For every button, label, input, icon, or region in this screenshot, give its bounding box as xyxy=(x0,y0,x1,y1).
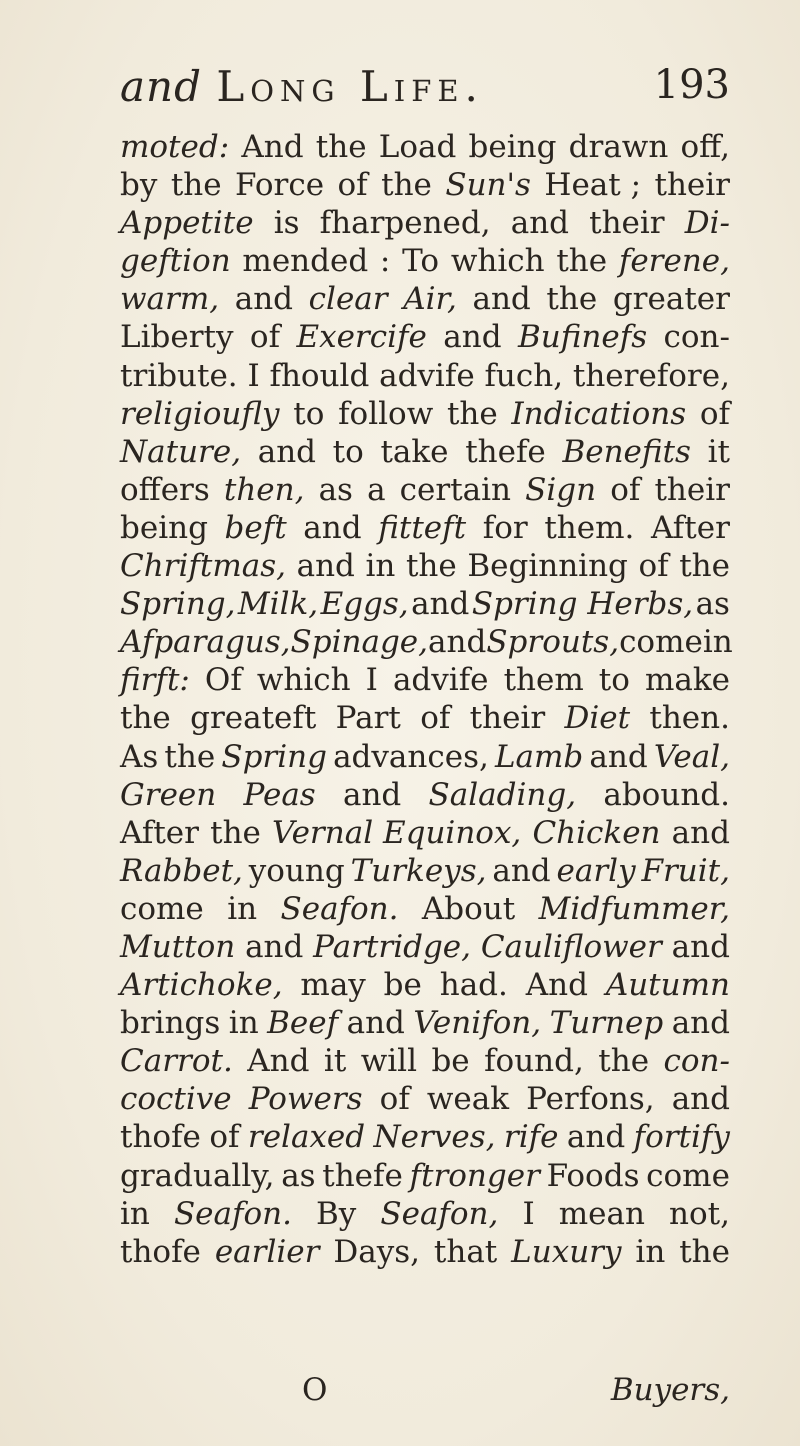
word: By xyxy=(316,1195,357,1232)
word: the xyxy=(598,1043,650,1080)
word: Force xyxy=(235,167,325,204)
running-title-text: Long Life. xyxy=(216,62,484,111)
text-line xyxy=(120,1195,730,1233)
word: which xyxy=(256,662,351,699)
word: Vernal Equinox, xyxy=(272,814,522,851)
word: Sun's xyxy=(445,167,531,204)
word: weak xyxy=(426,1081,510,1118)
word: in xyxy=(227,890,258,927)
word: and xyxy=(671,814,730,851)
word: and xyxy=(510,205,570,242)
word: con- xyxy=(663,319,730,356)
word: advances, xyxy=(333,738,489,775)
text-line xyxy=(120,1233,730,1271)
word: come xyxy=(120,890,204,927)
word: con- xyxy=(663,1043,730,1080)
word: Luxury xyxy=(511,1233,622,1270)
text-line xyxy=(120,128,730,166)
word: and xyxy=(472,281,531,318)
word: Afparagus, xyxy=(120,624,291,661)
text-line xyxy=(120,547,730,585)
word: and xyxy=(589,738,648,775)
word: drawn xyxy=(568,129,669,165)
word: in xyxy=(702,624,733,661)
text-line xyxy=(120,699,730,737)
word: found, xyxy=(484,1043,584,1080)
text-line xyxy=(120,1157,730,1195)
word: the xyxy=(679,548,730,585)
word: ferene, xyxy=(618,243,730,280)
word: Indications xyxy=(511,395,687,432)
word: follow xyxy=(338,395,434,432)
word: Green xyxy=(120,776,217,813)
word: Spinage, xyxy=(290,624,429,661)
word: in xyxy=(365,548,396,585)
word: greater xyxy=(612,281,730,318)
word: their xyxy=(469,700,546,737)
word: the xyxy=(679,1233,730,1270)
word: Turnep xyxy=(549,1005,664,1042)
text-line xyxy=(120,585,730,623)
word: the xyxy=(546,281,598,318)
word: Peas xyxy=(243,776,316,813)
word: geftion xyxy=(120,243,231,280)
text-line xyxy=(120,242,730,280)
word: Artichoke, xyxy=(120,967,283,1004)
word: and xyxy=(346,1005,405,1042)
text-line xyxy=(120,661,730,699)
word: that xyxy=(433,1233,498,1270)
word: therefore, xyxy=(572,357,730,394)
word: I xyxy=(522,1195,535,1232)
word: to xyxy=(598,662,630,699)
word: in xyxy=(228,1005,259,1042)
word: by xyxy=(120,167,158,204)
word: and xyxy=(443,319,502,356)
word: a xyxy=(367,471,386,508)
word: Beginning xyxy=(467,548,628,585)
word: in xyxy=(120,1195,150,1232)
word: Salading, xyxy=(428,776,577,813)
word: About xyxy=(421,890,516,927)
word: Beef xyxy=(267,1005,339,1042)
word: as xyxy=(281,1157,316,1194)
text-line xyxy=(120,433,730,471)
word: And xyxy=(525,967,588,1004)
word: Carrot. xyxy=(120,1043,233,1080)
word: as xyxy=(695,586,730,623)
word: and xyxy=(245,928,304,965)
word: of xyxy=(699,395,730,432)
word: Spring, xyxy=(120,586,236,623)
word: advife xyxy=(379,357,475,394)
text-line xyxy=(120,471,730,509)
word: To xyxy=(402,243,440,280)
word: and xyxy=(671,928,730,965)
word: Midfummer, xyxy=(538,890,730,927)
word: clear xyxy=(308,281,388,318)
word: After xyxy=(120,814,199,851)
word: then, xyxy=(223,471,305,508)
text-line xyxy=(120,776,730,814)
word: Milk, xyxy=(237,586,319,623)
word: moted: xyxy=(120,129,230,165)
word: is xyxy=(273,205,300,242)
word: Diet xyxy=(564,700,631,737)
word: may xyxy=(300,967,366,1004)
word: Foods xyxy=(546,1157,640,1194)
running-title-and: and xyxy=(120,62,202,111)
word: of xyxy=(337,167,368,204)
word: which xyxy=(450,243,545,280)
text-line xyxy=(120,357,730,395)
word: to xyxy=(293,395,325,432)
word: of xyxy=(249,319,281,356)
word: Nature, xyxy=(120,433,242,470)
word: gradually, xyxy=(120,1157,275,1194)
word: Sprouts, xyxy=(486,624,620,661)
text-line xyxy=(120,204,730,242)
word: abound. xyxy=(603,776,730,813)
word: for xyxy=(482,509,528,546)
word: Partridge, xyxy=(313,928,472,965)
word: and xyxy=(428,624,487,661)
word: Appetite xyxy=(120,205,254,242)
word: Eggs, xyxy=(320,586,409,623)
text-line xyxy=(120,318,730,356)
word: their xyxy=(654,167,730,204)
text-line xyxy=(120,1004,730,1042)
word: them xyxy=(503,662,584,699)
word: Veal, xyxy=(653,738,730,775)
word: fuch, xyxy=(484,357,564,394)
word: offers xyxy=(120,471,210,508)
word: And xyxy=(247,1043,310,1080)
word: relaxed xyxy=(247,1119,366,1156)
word: be xyxy=(383,967,422,1004)
word: the xyxy=(381,167,432,204)
word: it xyxy=(707,433,730,470)
word: the xyxy=(446,395,498,432)
text-line xyxy=(120,738,730,776)
word: coctive xyxy=(120,1081,232,1118)
word: the xyxy=(315,129,367,165)
word: brings xyxy=(120,1005,221,1042)
word: Of xyxy=(204,662,242,699)
word: them. xyxy=(544,509,635,546)
word: Bufinefs xyxy=(517,319,648,356)
word: come xyxy=(619,624,703,661)
text-line xyxy=(120,395,730,433)
word: Turkeys, xyxy=(350,852,487,889)
word: as xyxy=(318,471,353,508)
word: early xyxy=(556,852,636,889)
word: I xyxy=(365,662,378,699)
word: mean xyxy=(558,1195,645,1232)
word: of xyxy=(379,1081,410,1118)
word: Chicken xyxy=(532,814,661,851)
word: the xyxy=(556,243,608,280)
word: Mutton xyxy=(120,928,236,965)
word: certain xyxy=(399,471,512,508)
word: in xyxy=(635,1233,666,1270)
text-line xyxy=(120,1118,730,1156)
catchword: Buyers, xyxy=(610,1372,730,1408)
signature-mark: O xyxy=(302,1372,328,1408)
word: make xyxy=(644,662,730,699)
word: religioufly xyxy=(120,395,280,432)
word: tribute. xyxy=(120,357,238,394)
word: Exercife xyxy=(296,319,427,356)
word: Air, xyxy=(403,281,457,318)
text-line xyxy=(120,852,730,890)
word: firft: xyxy=(120,662,190,699)
word: rife xyxy=(503,1119,559,1156)
word: the xyxy=(120,700,171,737)
word: beft xyxy=(224,509,287,546)
word: fitteft xyxy=(378,509,467,546)
word: to xyxy=(332,433,364,470)
word: and xyxy=(492,852,551,889)
word: be xyxy=(431,1043,470,1080)
word: fharpened, xyxy=(319,205,491,242)
word: and xyxy=(671,1005,730,1042)
word: and xyxy=(671,1081,730,1118)
word: of xyxy=(638,548,669,585)
word: off, xyxy=(680,129,730,165)
word: Rabbet, xyxy=(120,852,243,889)
word: young xyxy=(248,852,345,889)
running-title xyxy=(120,62,484,111)
word: thofe xyxy=(120,1233,201,1270)
word: warm, xyxy=(120,281,220,318)
word: and xyxy=(342,776,402,813)
word: mended xyxy=(242,243,369,280)
word: of xyxy=(610,471,641,508)
word: being xyxy=(468,129,557,165)
word: their xyxy=(654,471,730,508)
word: Cauliflower xyxy=(480,928,662,965)
word: As xyxy=(120,738,159,775)
word: Spring Herbs, xyxy=(471,586,694,623)
text-line xyxy=(120,280,730,318)
text-line xyxy=(120,1080,730,1118)
word: Nerves, xyxy=(373,1119,496,1156)
word: Fruit, xyxy=(641,852,730,889)
page-number: 193 xyxy=(653,62,730,108)
word: take xyxy=(380,433,449,470)
word: Days, xyxy=(333,1233,420,1270)
word: Lamb xyxy=(494,738,584,775)
word: had. xyxy=(439,967,508,1004)
word: I xyxy=(247,357,260,394)
body-text xyxy=(120,128,733,1271)
running-header xyxy=(120,62,730,122)
text-line xyxy=(120,1042,730,1080)
page-footer xyxy=(120,1372,730,1412)
word: thefe xyxy=(465,433,546,470)
word: their xyxy=(589,205,665,242)
word: Heat ; xyxy=(544,167,642,204)
word: of xyxy=(209,1119,240,1156)
word: the xyxy=(210,814,261,851)
word: and xyxy=(411,586,470,623)
word: : xyxy=(379,243,391,280)
word: Di- xyxy=(684,205,730,242)
text-line xyxy=(120,509,730,547)
word: thofe xyxy=(120,1119,201,1156)
word: greateft xyxy=(190,700,317,737)
word: and xyxy=(566,1119,626,1156)
word: Powers xyxy=(248,1081,363,1118)
word: will xyxy=(360,1043,417,1080)
word: Benefits xyxy=(562,433,691,470)
word: fortify xyxy=(633,1119,730,1156)
word: And xyxy=(241,129,304,165)
word: thefe xyxy=(322,1157,403,1194)
word: Part xyxy=(335,700,401,737)
word: and xyxy=(303,509,362,546)
text-line xyxy=(120,966,730,1004)
word: of xyxy=(420,700,451,737)
word: being xyxy=(120,509,208,546)
word: advife xyxy=(392,662,489,699)
word: Load xyxy=(378,129,457,165)
word: not, xyxy=(668,1195,730,1232)
word: the xyxy=(164,738,216,775)
text-line xyxy=(120,166,730,204)
word: earlier xyxy=(214,1233,320,1270)
text-line xyxy=(120,814,730,852)
word: and xyxy=(234,281,294,318)
text-line xyxy=(120,623,733,661)
word: fhould xyxy=(269,357,370,394)
word: the xyxy=(170,167,222,204)
word: and xyxy=(296,548,355,585)
word: After xyxy=(650,509,730,546)
word: Venifon, xyxy=(413,1005,542,1042)
word: Autumn xyxy=(605,967,730,1004)
word: Sign xyxy=(525,471,597,508)
word: the xyxy=(405,548,457,585)
word: ftronger xyxy=(409,1157,540,1194)
word: it xyxy=(323,1043,347,1080)
word: and xyxy=(257,433,317,470)
word: then. xyxy=(649,700,730,737)
word: Chriftmas, xyxy=(120,548,286,585)
text-line xyxy=(120,890,730,928)
word: come xyxy=(646,1157,730,1194)
word: Spring xyxy=(221,738,327,775)
word: Seafon. xyxy=(173,1195,292,1232)
word: Perfons, xyxy=(526,1081,655,1118)
word: Liberty xyxy=(120,319,234,356)
word: Seafon. xyxy=(280,890,399,927)
text-line xyxy=(120,928,730,966)
word: Seafon, xyxy=(380,1195,499,1232)
